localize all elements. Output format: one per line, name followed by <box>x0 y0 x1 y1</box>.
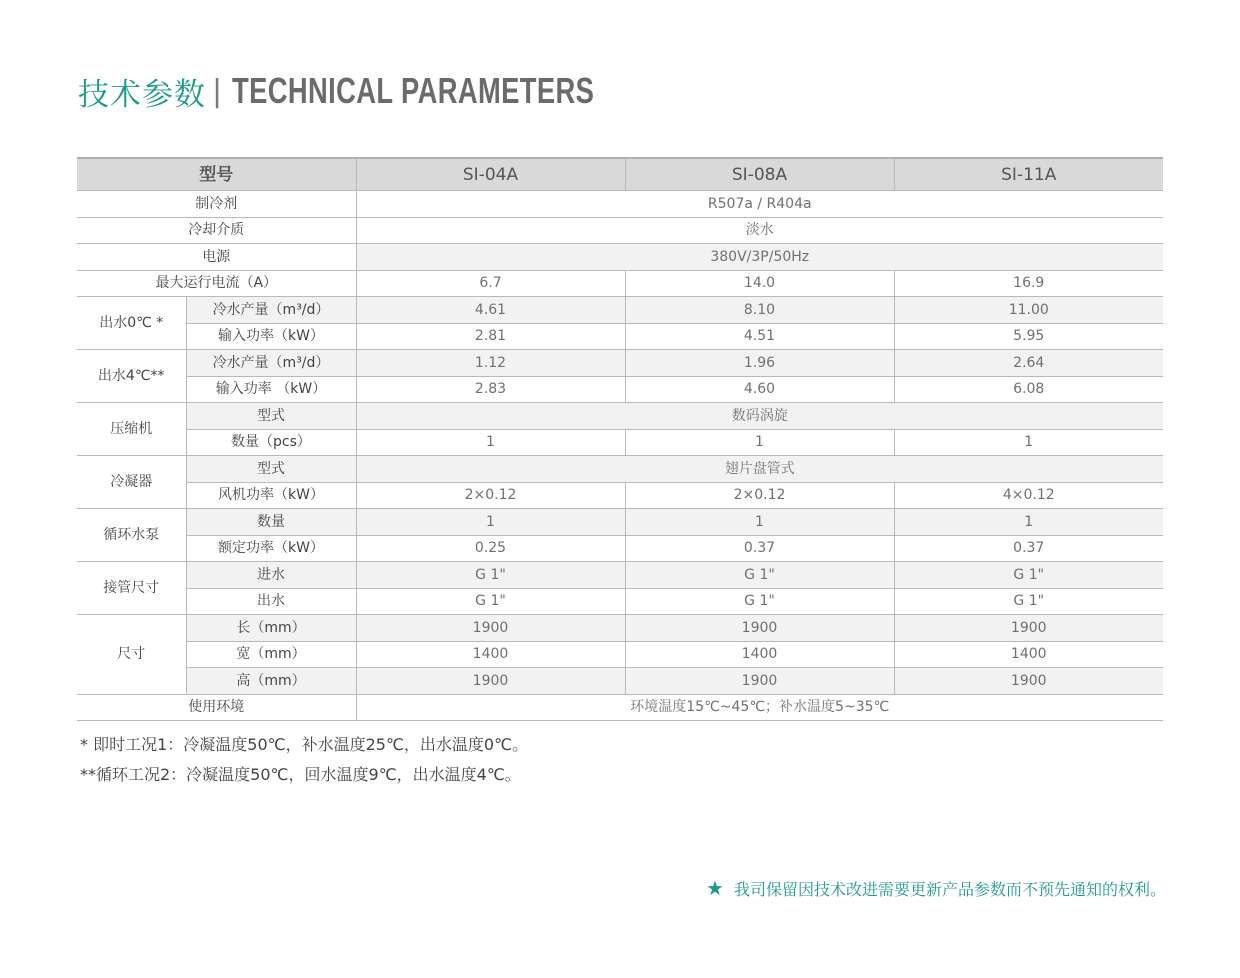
table-row <box>77 244 1163 271</box>
header-model: SI-04A <box>356 158 625 191</box>
table-cell: G 1" <box>356 562 625 589</box>
table-row <box>77 509 1163 536</box>
table-cell: 14.0 <box>625 270 894 297</box>
table-row <box>77 535 1163 562</box>
footnotes <box>80 730 528 790</box>
sub-label: 数量 <box>186 509 356 536</box>
table-cell: 1400 <box>356 641 625 668</box>
table-row <box>77 482 1163 509</box>
table-row <box>77 297 1163 324</box>
table-cell: 1900 <box>894 615 1163 642</box>
group-label-out4: 出水4℃** <box>77 350 186 403</box>
table-row <box>77 217 1163 244</box>
table-cell: 0.37 <box>894 535 1163 562</box>
table-row <box>77 456 1163 483</box>
table-cell: 1.12 <box>356 350 625 377</box>
group-label-pipe: 接管尺寸 <box>77 562 186 615</box>
table-row <box>77 694 1163 721</box>
table-cell: 6.08 <box>894 376 1163 403</box>
table-cell: 2×0.12 <box>356 482 625 509</box>
row-label-power: 电源 <box>77 244 356 271</box>
table-row <box>77 350 1163 377</box>
sub-label: 长（mm） <box>186 615 356 642</box>
table-cell: G 1" <box>894 588 1163 615</box>
table-cell: 2×0.12 <box>625 482 894 509</box>
table-cell: 1400 <box>894 641 1163 668</box>
row-label-env: 使用环境 <box>77 694 356 721</box>
footnote: * 即时工况1：冷凝温度50℃，补水温度25℃，出水温度0℃。 <box>80 735 529 754</box>
sub-label: 高（mm） <box>186 668 356 695</box>
table-row <box>77 588 1163 615</box>
table-cell: G 1" <box>625 588 894 615</box>
table-cell: 5.95 <box>894 323 1163 350</box>
table-cell: 1 <box>356 429 625 456</box>
sub-label: 宽（mm） <box>186 641 356 668</box>
table-cell: 11.00 <box>894 297 1163 324</box>
table-cell: G 1" <box>894 562 1163 589</box>
table-cell: 1 <box>356 509 625 536</box>
footnote: **循环工况2：冷凝温度50℃，回水温度9℃，出水温度4℃。 <box>80 765 521 784</box>
sub-label: 输入功率（kW） <box>186 323 356 350</box>
env-value: 环境温度15℃~45℃；补水温度5~35℃ <box>356 694 1163 721</box>
refrigerant-value: R507a / R404a <box>356 191 1163 218</box>
compressor-type-value: 数码涡旋 <box>356 403 1163 430</box>
group-label-compressor: 压缩机 <box>77 403 186 456</box>
row-label-max-current: 最大运行电流（A） <box>77 270 356 297</box>
table-header-row <box>77 158 1163 191</box>
table-cell: 1 <box>625 509 894 536</box>
table-cell: 0.25 <box>356 535 625 562</box>
sub-label: 冷水产量（m³/d） <box>186 350 356 377</box>
table-row <box>77 191 1163 218</box>
table-cell: 2.64 <box>894 350 1163 377</box>
table-row <box>77 429 1163 456</box>
coolant-value: 淡水 <box>356 217 1163 244</box>
page-title <box>78 66 709 116</box>
sub-label: 额定功率（kW） <box>186 535 356 562</box>
table-row <box>77 668 1163 695</box>
group-label-size: 尺寸 <box>77 615 186 695</box>
table-cell: 1 <box>894 509 1163 536</box>
header-model: SI-11A <box>894 158 1163 191</box>
table-cell: 4×0.12 <box>894 482 1163 509</box>
header-model: SI-08A <box>625 158 894 191</box>
table-cell: 4.60 <box>625 376 894 403</box>
sub-label: 数量（pcs） <box>186 429 356 456</box>
table-row <box>77 615 1163 642</box>
table-row <box>77 270 1163 297</box>
table-cell: G 1" <box>625 562 894 589</box>
sub-label: 进水 <box>186 562 356 589</box>
sub-label: 风机功率（kW） <box>186 482 356 509</box>
table-cell: 16.9 <box>894 270 1163 297</box>
table-row <box>77 641 1163 668</box>
group-label-out0: 出水0℃ * <box>77 297 186 350</box>
table-row <box>77 562 1163 589</box>
sub-label: 冷水产量（m³/d） <box>186 297 356 324</box>
title-chinese: 技术参数 <box>78 76 206 113</box>
disclaimer <box>706 876 1166 900</box>
table-cell: 1900 <box>625 615 894 642</box>
sub-label: 型式 <box>186 456 356 483</box>
table-cell: 1900 <box>356 615 625 642</box>
table-cell: 6.7 <box>356 270 625 297</box>
table-cell: 1900 <box>894 668 1163 695</box>
table-cell: 1.96 <box>625 350 894 377</box>
group-label-condenser: 冷凝器 <box>77 456 186 509</box>
table-cell: 1400 <box>625 641 894 668</box>
title-english: TECHNICAL PARAMETERS <box>232 70 595 111</box>
condenser-type-value: 翅片盘管式 <box>356 456 1163 483</box>
group-label-pump: 循环水泵 <box>77 509 186 562</box>
table-cell: 1900 <box>625 668 894 695</box>
sub-label: 型式 <box>186 403 356 430</box>
table-cell: 2.83 <box>356 376 625 403</box>
table-row <box>77 403 1163 430</box>
spec-table <box>77 157 1163 721</box>
row-label-coolant: 冷却介质 <box>77 217 356 244</box>
table-cell: 8.10 <box>625 297 894 324</box>
table-cell: 1 <box>894 429 1163 456</box>
star-icon: ★ <box>706 876 724 900</box>
sub-label: 出水 <box>186 588 356 615</box>
sub-label: 输入功率 （kW） <box>186 376 356 403</box>
table-cell: 1 <box>625 429 894 456</box>
table-cell: 4.51 <box>625 323 894 350</box>
table-cell: 4.61 <box>356 297 625 324</box>
table-cell: G 1" <box>356 588 625 615</box>
table-row <box>77 323 1163 350</box>
row-label-refrigerant: 制冷剂 <box>77 191 356 218</box>
table-cell: 0.37 <box>625 535 894 562</box>
title-separator: | <box>212 73 223 109</box>
disclaimer-text: 我司保留因技术改进需要更新产品参数而不预先通知的权利。 <box>733 879 1166 899</box>
table-row <box>77 376 1163 403</box>
table-cell: 2.81 <box>356 323 625 350</box>
table-cell: 1900 <box>356 668 625 695</box>
header-model-label: 型号 <box>77 158 356 191</box>
power-value: 380V/3P/50Hz <box>356 244 1163 271</box>
